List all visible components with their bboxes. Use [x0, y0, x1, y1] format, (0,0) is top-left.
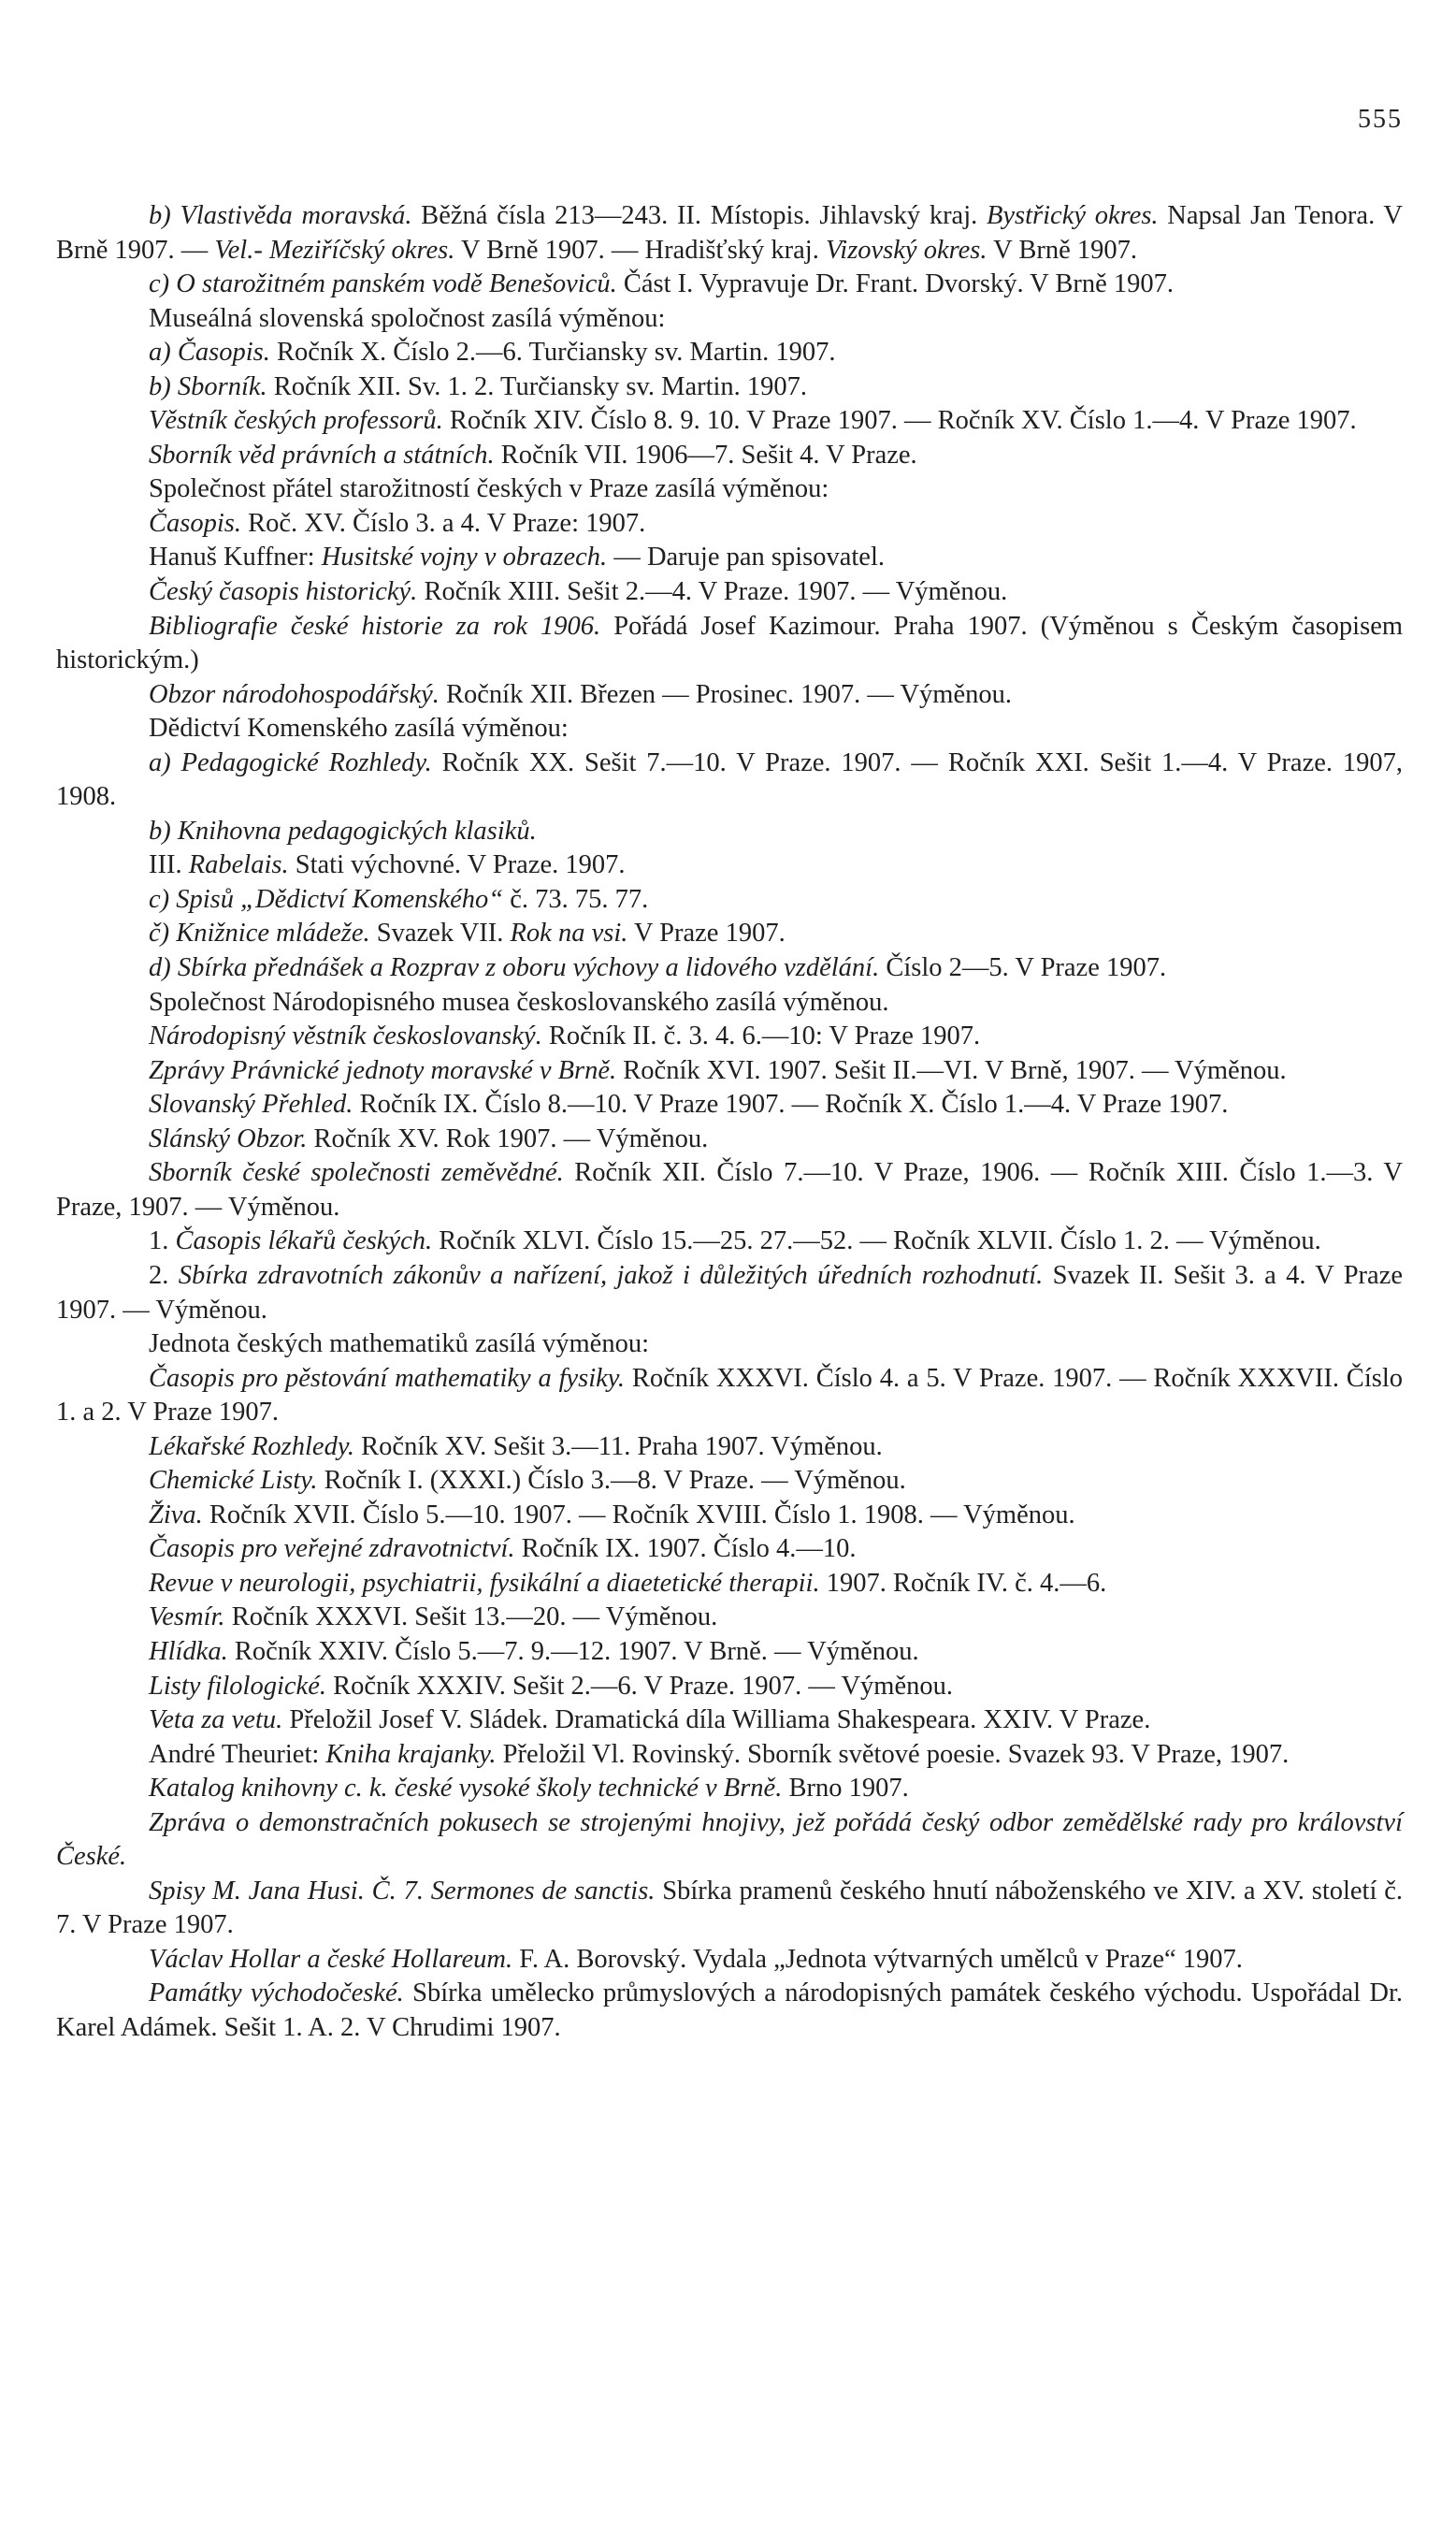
paragraph	[56, 1772, 1403, 1806]
paragraph	[56, 951, 1403, 986]
text-run: Běžná čísla 213—243. II. Místopis. Jihlavský kraj.	[411, 201, 987, 230]
text-run: Sbírka umělecko průmyslových a národopisných památek českého východu. Uspořádal Dr. Karel Adámek. Sešit 1. A. 2. V Chrudimi 1907.	[56, 1978, 1403, 2042]
text-run: Ročník IX. 1907. Číslo 4.—10.	[514, 1534, 857, 1564]
italic-title: b) Sborník.	[149, 371, 267, 401]
paragraph	[56, 883, 1403, 918]
italic-title: Časopis pro veřejné zdravotnictví.	[149, 1534, 515, 1564]
text-run: Ročník VII. 1906—7. Sešit 4. V Praze.	[494, 440, 917, 470]
italic-title: Husitské vojny v obrazech.	[321, 543, 608, 572]
italic-title: b) Knihovna pedagogických klasiků.	[149, 816, 537, 846]
paragraph	[56, 507, 1403, 542]
italic-title: Kniha krajanky.	[325, 1739, 497, 1769]
paragraph	[56, 815, 1403, 849]
italic-title: Obzor národohospodářský.	[149, 679, 440, 709]
text-body	[56, 199, 1403, 2046]
italic-title: Sborník české společnosti zeměvědné.	[149, 1158, 564, 1188]
text-run: Ročník XII. Sv. 1. 2. Turčiansky sv. Martin. 1907.	[267, 371, 808, 401]
paragraph	[56, 1977, 1403, 2045]
italic-title: b) Vlastivěda moravská.	[149, 201, 412, 230]
paragraph	[56, 199, 1403, 268]
paragraph	[56, 541, 1403, 575]
paragraph	[56, 1054, 1403, 1089]
text-run: Společnost Národopisného musea českoslovanského zasílá výměnou.	[149, 987, 889, 1017]
italic-title: Vesmír.	[149, 1602, 225, 1632]
text-run: Ročník XV. Sešit 3.—11. Praha 1907. Výměnou.	[354, 1431, 883, 1461]
italic-title: Lékařské Rozhledy.	[149, 1431, 355, 1461]
text-run: Ročník I. (XXXI.) Číslo 3.—8. V Praze. — Výměnou.	[317, 1466, 906, 1496]
text-run: Ročník XXXVI. Číslo 4. a 5. V Praze. 1907. — Ročník XXXVII. Číslo 1. a 2. V Praze 1907.	[56, 1363, 1403, 1427]
italic-title: Václav Hollar a české Hollareum.	[149, 1944, 513, 1974]
italic-title: Hlídka.	[149, 1636, 228, 1666]
text-run: Společnost přátel starožitností českých v Praze zasílá výměnou:	[149, 474, 829, 504]
paragraph	[56, 1567, 1403, 1601]
text-run: Ročník XIV. Číslo 8. 9. 10. V Praze 1907. — Ročník XV. Číslo 1.—4. V Praze 1907.	[442, 406, 1357, 436]
italic-title: Časopis.	[149, 508, 241, 538]
text-run: Napsal Jan Tenora. V Brně 1907. —	[56, 201, 1403, 265]
text-run: Jednota českých mathematiků zasílá výměnou:	[149, 1329, 650, 1359]
italic-title: Katalog knihovny c. k. české vysoké školy technické v Brně.	[149, 1774, 783, 1804]
italic-title: Národopisný věstník českoslovanský.	[149, 1022, 542, 1051]
italic-title: Chemické Listy.	[149, 1466, 318, 1496]
italic-title: Živa.	[149, 1500, 203, 1529]
text-run: Ročník II. č. 3. 4. 6.—10: V Praze 1907.	[541, 1022, 981, 1051]
italic-title: Slánský Obzor.	[149, 1123, 308, 1153]
text-run: Ročník XV. Rok 1907. — Výměnou.	[307, 1123, 709, 1153]
text-run: Ročník XXXVI. Sešit 13.—20. — Výměnou.	[224, 1602, 718, 1632]
paragraph	[56, 336, 1403, 370]
italic-title: Rabelais.	[188, 850, 289, 880]
text-run: — Daruje pan spisovatel.	[607, 543, 885, 572]
text-run: Svazek II. Sešit 3. a 4. V Praze 1907. — Výměnou.	[56, 1260, 1403, 1325]
paragraph	[56, 1123, 1403, 1157]
italic-title: Vizovský okres.	[825, 235, 987, 265]
paragraph	[56, 1670, 1403, 1704]
text-run: Číslo 2—5. V Praze 1907.	[879, 953, 1167, 983]
text-run: Dědictví Komenského zasílá výměnou:	[149, 714, 569, 744]
text-run: Ročník XXIV. Číslo 5.—7. 9.—12. 1907. V Brně. — Výměnou.	[227, 1636, 919, 1666]
paragraph	[56, 1156, 1403, 1225]
italic-title: c) Spisů „Dědictví Komenského“	[149, 884, 504, 914]
italic-title: a) Pedagogické Rozhledy.	[149, 747, 432, 777]
paragraph	[56, 1088, 1403, 1123]
text-run: Roč. XV. Číslo 3. a 4. V Praze: 1907.	[241, 508, 646, 538]
paragraph	[56, 1875, 1403, 1943]
italic-title: Spisy M. Jana Husi. Č. 7. Sermones de sanctis.	[149, 1876, 656, 1906]
text-run: Ročník XX. Sešit 7.—10. V Praze. 1907. — Ročník XXI. Sešit 1.—4. V Praze. 1907, 1908.	[56, 747, 1404, 812]
paragraph	[56, 404, 1403, 439]
text-run: Přeložil Josef V. Sládek. Dramatická díla Williama Shakespeara. XXIV. V Praze.	[282, 1705, 1151, 1735]
paragraph	[56, 712, 1403, 746]
italic-title: Vel.- Meziříčský okres.	[214, 235, 455, 265]
italic-title: č) Knižnice mládeže.	[149, 919, 370, 949]
page-number: 555	[1358, 105, 1403, 134]
text-run: Část I. Vypravuje Dr. Frant. Dvorský. V Brně 1907.	[616, 269, 1175, 299]
italic-title: Slovanský Přehled.	[149, 1090, 353, 1120]
italic-title: c) O starožitném panském vodě Benešoviců.	[149, 269, 617, 299]
italic-title: Revue v neurologii, psychiatrii, fysikální a diaetetické therapii.	[149, 1568, 820, 1598]
paragraph	[56, 1532, 1403, 1567]
paragraph	[56, 1738, 1403, 1773]
paragraph	[56, 1499, 1403, 1533]
paragraph	[56, 1806, 1403, 1875]
text-run: Ročník XVI. 1907. Sešit II.—VI. V Brně, 1907. — Výměnou.	[616, 1055, 1287, 1085]
paragraph	[56, 986, 1403, 1021]
text-run: Sbírka pramenů českého hnutí náboženského ve XIV. a XV. století č. 7. V Praze 1907.	[56, 1876, 1403, 1940]
text-run: Stati výchovné. V Praze. 1907.	[288, 850, 626, 880]
paragraph	[56, 1327, 1403, 1362]
italic-title: d) Sbírka přednášek a Rozprav z oboru výchovy a lidového vzdělání.	[149, 953, 880, 983]
italic-title: Český časopis historický.	[149, 577, 418, 607]
text-run: Ročník XII. Číslo 7.—10. V Praze, 1906. — Ročník XIII. Číslo 1.—3. V Praze, 1907. — Výměnou.	[56, 1158, 1403, 1222]
paragraph	[56, 1635, 1403, 1670]
text-run: Ročník XIII. Sešit 2.—4. V Praze. 1907. — Výměnou.	[417, 577, 1008, 607]
italic-title: Časopis pro pěstování mathematiky a fysiky.	[149, 1363, 625, 1393]
paragraph	[56, 678, 1403, 713]
text-run: André Theuriet:	[149, 1739, 326, 1769]
paragraph	[56, 610, 1403, 678]
paragraph	[56, 1943, 1403, 1978]
paragraph	[56, 1464, 1403, 1499]
text-run: Ročník XXXIV. Sešit 2.—6. V Praze. 1907. — Výměnou.	[325, 1671, 953, 1701]
paragraph	[56, 1225, 1403, 1259]
italic-title: Rok na vsi.	[510, 919, 628, 949]
text-run: 2.	[149, 1260, 179, 1290]
italic-title: Bibliografie české historie za rok 1906.	[149, 611, 601, 641]
paragraph	[56, 848, 1403, 883]
text-run: V Brně 1907. — Hradišťský kraj.	[454, 235, 826, 265]
paragraph	[56, 1362, 1403, 1430]
text-run: 1907. Ročník IV. č. 4.—6.	[819, 1568, 1107, 1598]
text-run: Přeložil Vl. Rovinský. Sborník světové poesie. Svazek 93. V Praze, 1907.	[496, 1739, 1290, 1769]
paragraph	[56, 370, 1403, 405]
italic-title: Zprávy Právnické jednoty moravské v Brně.	[149, 1055, 617, 1085]
text-run: Museálná slovenská spoločnost zasílá výměnou:	[149, 303, 666, 333]
paragraph	[56, 439, 1403, 473]
paragraph	[56, 1020, 1403, 1054]
paragraph	[56, 1601, 1403, 1635]
text-run: Ročník XLVI. Číslo 15.—25. 27.—52. — Ročník XLVII. Číslo 1. 2. — Výměnou.	[432, 1226, 1321, 1256]
paragraph	[56, 268, 1403, 302]
paragraph	[56, 1430, 1403, 1465]
text-run: Ročník X. Číslo 2.—6. Turčiansky sv. Martin. 1907.	[269, 338, 836, 368]
italic-title: Časopis lékařů českých.	[175, 1226, 433, 1256]
text-run: č. 73. 75. 77.	[503, 884, 649, 914]
paragraph	[56, 1703, 1403, 1738]
paragraph	[56, 302, 1403, 337]
italic-title: Zpráva o demonstračních pokusech se strojenými hnojivy, jež pořádá český odbor zemědělské rady pro království České.	[56, 1807, 1403, 1872]
text-run: Hanuš Kuffner:	[149, 543, 322, 572]
paragraph	[56, 917, 1403, 951]
italic-title: Sborník věd právních a státních.	[149, 440, 495, 470]
italic-title: Bystřický okres.	[986, 201, 1159, 230]
italic-title: a) Časopis.	[149, 338, 270, 368]
paragraph	[56, 575, 1403, 610]
paragraph	[56, 746, 1403, 815]
paragraph	[56, 472, 1403, 507]
text-run: Ročník XVII. Číslo 5.—10. 1907. — Ročník XVIII. Číslo 1. 1908. — Výměnou.	[202, 1500, 1075, 1529]
italic-title: Veta za vetu.	[149, 1705, 283, 1735]
text-run: Ročník XII. Březen — Prosinec. 1907. — Výměnou.	[439, 679, 1012, 709]
text-run: V Brně 1907.	[987, 235, 1137, 265]
text-run: Ročník IX. Číslo 8.—10. V Praze 1907. — Ročník X. Číslo 1.—4. V Praze 1907.	[353, 1090, 1229, 1120]
text-run: Pořádá Josef Kazimour. Praha 1907. (Výměnou s Českým časopisem historickým.)	[56, 611, 1404, 675]
italic-title: Sbírka zdravotních zákonův a nařízení, jakož i důležitých úředních rozhodnutí.	[178, 1260, 1044, 1290]
text-run: III.	[149, 850, 189, 880]
text-run: F. A. Borovský. Vydala „Jednota výtvarných umělců v Praze“ 1907.	[512, 1944, 1243, 1974]
paragraph	[56, 1259, 1403, 1327]
text-run: V Praze 1907.	[627, 919, 786, 949]
italic-title: Památky východočeské.	[149, 1978, 404, 2008]
text-run: Svazek VII.	[369, 919, 511, 949]
text-run: 1.	[149, 1226, 176, 1256]
text-run: Brno 1907.	[782, 1774, 909, 1804]
italic-title: Listy filologické.	[149, 1671, 326, 1701]
italic-title: Věstník českých professorů.	[149, 406, 443, 436]
